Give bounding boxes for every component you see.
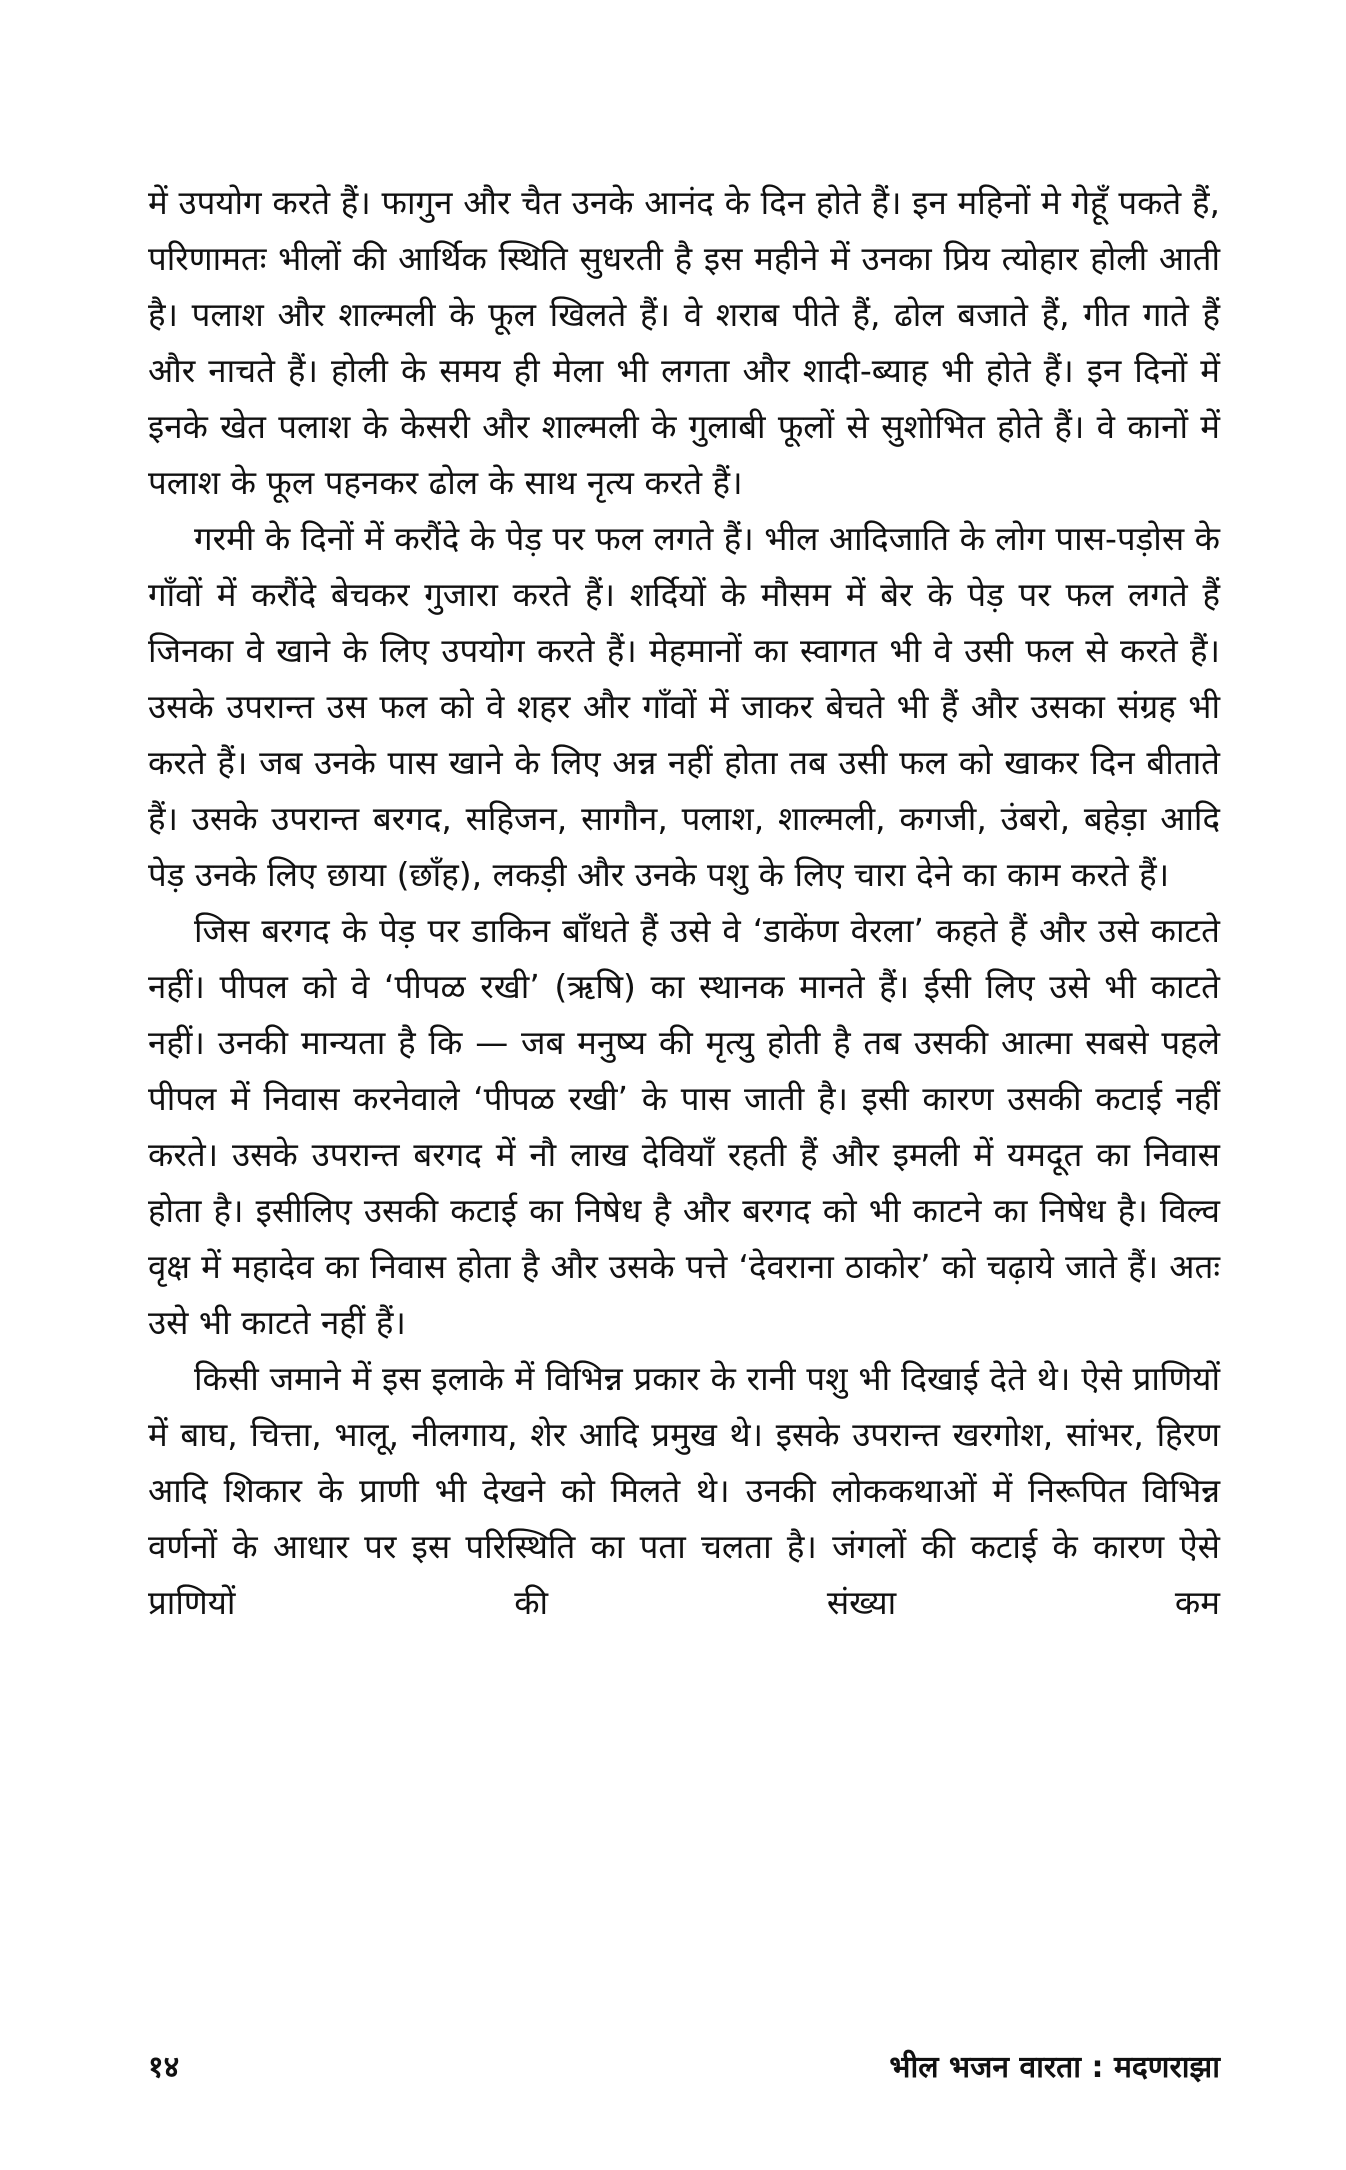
page-body (148, 175, 1220, 1631)
paragraph-4: किसी जमाने में इस इलाके में विभिन्न प्रकार के रानी पशु भी दिखाई देते थे। ऐसे प्राणियों में बाघ, चित्ता, भालू, नीलगाय, शेर आदि प्रमुख थे। इसके उपरान्त खरगोश, सांभर, हिरण आदि शिकार के प्राणी भी देखने को मिलते थे। उनकी लोककथाओं में निरूपित विभिन्न वर्णनों के आधार पर इस परिस्थिति का पता चलता है। जंगलों की कटाई के कारण ऐसे प्राणियों की संख्या कम (148, 1359, 1220, 1622)
page-footer (148, 2040, 1220, 2090)
running-title: भील भजन वारता : मदणराझा (889, 2049, 1220, 2085)
paragraph-3: जिस बरगद के पेड़ पर डाकिन बाँधते हैं उसे वे ‘डाकेंण वेरला’ कहते हैं और उसे काटते नहीं। पीपल को वे ‘पीपळ रखी’ (ऋषि) का स्थानक मानते हैं। ईसी लिए उसे भी काटते नहीं। उनकी मान्यता है कि — जब मनुष्य की मृत्यु होती है तब उसकी आत्मा सबसे पहले पीपल में निवास करनेवाले ‘पीपळ रखी’ के पास जाती है। इसी कारण उसकी कटाई नहीं करते। उसके उपरान्त बरगद में नौ लाख देवियाँ रहती हैं और इमली में यमदूत का निवास होता है। इसीलिए उसकी कटाई का निषेध है और बरगद को भी काटने का निषेध है। विल्व वृक्ष में महादेव का निवास होता है और उसके पत्ते ‘देवराना ठाकोर’ को चढ़ाये जाते हैं। अतः उसे भी काटते नहीं हैं। (148, 911, 1220, 1342)
page-number: १४ (148, 2049, 180, 2085)
paragraph-2: गरमी के दिनों में करौंदे के पेड़ पर फल लगते हैं। भील आदिजाति के लोग पास-पड़ोस के गाँवों में करौंदे बेचकर गुजारा करते हैं। शर्दियों के मौसम में बेर के पेड़ पर फल लगते हैं जिनका वे खाने के लिए उपयोग करते हैं। मेहमानों का स्वागत भी वे उसी फल से करते हैं। उसके उपरान्त उस फल को वे शहर और गाँवों में जाकर बेचते भी हैं और उसका संग्रह भी करते हैं। जब उनके पास खाने के लिए अन्न नहीं होता तब उसी फल को खाकर दिन बीताते हैं। उसके उपरान्त बरगद, सहिजन, सागौन, पलाश, शाल्मली, कगजी, उंबरो, बहेड़ा आदि पेड़ उनके लिए छाया (छाँह), लकड़ी और उनके पशु के लिए चारा देने का काम करते हैं। (148, 519, 1220, 894)
paragraph-1: में उपयोग करते हैं। फागुन और चैत उनके आनंद के दिन होते हैं। इन महिनों मे गेहूँ पकते हैं, परिणामतः भीलों की आर्थिक स्थिति सुधरती है इस महीने में उनका प्रिय त्योहार होली आती है। पलाश और शाल्मली के फूल खिलते हैं। वे शराब पीते हैं, ढोल बजाते हैं, गीत गाते हैं और नाचते हैं। होली के समय ही मेला भी लगता और शादी-ब्याह भी होते हैं। इन दिनों में इनके खेत पलाश के केसरी और शाल्मली के गुलाबी फूलों से सुशोभित होते हैं। वे कानों में पलाश के फूल पहनकर ढोल के साथ नृत्य करते हैं। (148, 183, 1220, 502)
